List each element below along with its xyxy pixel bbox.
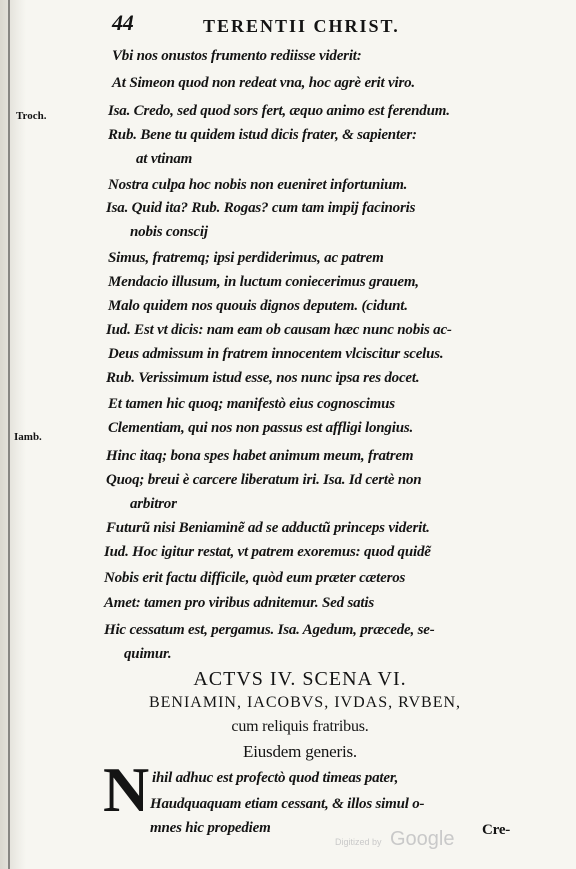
text-line: quimur. bbox=[124, 646, 172, 662]
text-line: Amet: tamen pro viribus adnitemur. Sed satis bbox=[104, 595, 374, 611]
page-number: 44 bbox=[112, 10, 134, 35]
text-line: At Simeon quod non redeat vna, hoc agrè erit viro. bbox=[112, 75, 415, 91]
text-line: Iud. Est vt dicis: nam eam ob causam hæc nunc nobis ac- bbox=[106, 322, 452, 338]
text-line: Nostra culpa hoc nobis non eueniret infortunium. bbox=[108, 177, 408, 193]
text-line: Deus admissum in fratrem innocentem vlciscitur scelus. bbox=[108, 346, 444, 362]
text-line: Malo quidem nos quouis dignos deputem. (cidunt. bbox=[108, 298, 408, 314]
text-line: nobis conscij bbox=[130, 224, 208, 240]
text-line: Hinc itaq; bona spes habet animum meum, fratrem bbox=[106, 448, 414, 464]
text-line: Rub. Bene tu quidem istud dicis frater, & sapienter: bbox=[108, 127, 417, 143]
text-line: Simus, fratremq; ipsi perdiderimus, ac patrem bbox=[108, 250, 384, 266]
text-line: Hic cessatum est, pergamus. Isa. Agedum, præcede, se- bbox=[104, 622, 435, 638]
gutter-rule bbox=[8, 0, 10, 869]
cast-list-continued: cum reliquis fratribus. bbox=[231, 718, 369, 735]
text-line: ihil adhuc est profectò quod timeas pater, bbox=[152, 770, 399, 786]
text-line: at vtinam bbox=[136, 151, 193, 167]
text-line: Haudquaquam etiam cessant, & illos simul o- bbox=[150, 796, 425, 812]
text-line: Iud. Hoc igitur restat, vt patrem exoremus: quod quidẽ bbox=[104, 544, 431, 560]
text-line: Quoq; breui è carcere liberatum iri. Isa. Id certè non bbox=[106, 472, 422, 488]
margin-note-iamb: Iamb. bbox=[14, 431, 42, 443]
text-line: Et tamen hic quoq; manifestò eius cognoscimus bbox=[108, 396, 395, 412]
text-line: mnes hic propediem bbox=[150, 820, 271, 836]
text-line: Futurũ nisi Beniaminẽ ad se adductũ princeps viderit. bbox=[106, 520, 430, 536]
running-title: TERENTII CHRIST. bbox=[203, 16, 400, 36]
text-line: Isa. Quid ita? Rub. Rogas? cum tam impij facinoris bbox=[106, 200, 416, 216]
text-line: Vbi nos onustos frumento rediisse viderit: bbox=[112, 48, 362, 64]
text-line: Mendacio illusum, in luctum coniecerimus grauem, bbox=[108, 274, 419, 290]
meter-note: Eiusdem generis. bbox=[243, 742, 357, 761]
text-line: Nobis erit factu difficile, quòd eum præter cæteros bbox=[104, 570, 406, 586]
cast-list: BENIAMIN, IACOBVS, IVDAS, RVBEN, bbox=[148, 694, 462, 711]
text-line: Clementiam, qui nos non passus est affligi longius. bbox=[108, 420, 414, 436]
drop-cap: N bbox=[103, 754, 150, 825]
watermark-prefix: Digitized by bbox=[335, 837, 382, 847]
catchword: Cre- bbox=[482, 822, 511, 838]
text-line: Rub. Verissimum istud esse, nos nunc ipsa res docet. bbox=[106, 370, 420, 386]
act-scene-title: ACTVS IV. SCENA VI. bbox=[193, 668, 407, 690]
watermark-logo: Google bbox=[389, 828, 455, 850]
margin-note-troch: Troch. bbox=[16, 110, 47, 122]
text-line: arbitror bbox=[130, 496, 177, 512]
google-watermark bbox=[335, 828, 454, 851]
text-line: Isa. Credo, sed quod sors fert, æquo animo est ferendum. bbox=[108, 103, 450, 119]
